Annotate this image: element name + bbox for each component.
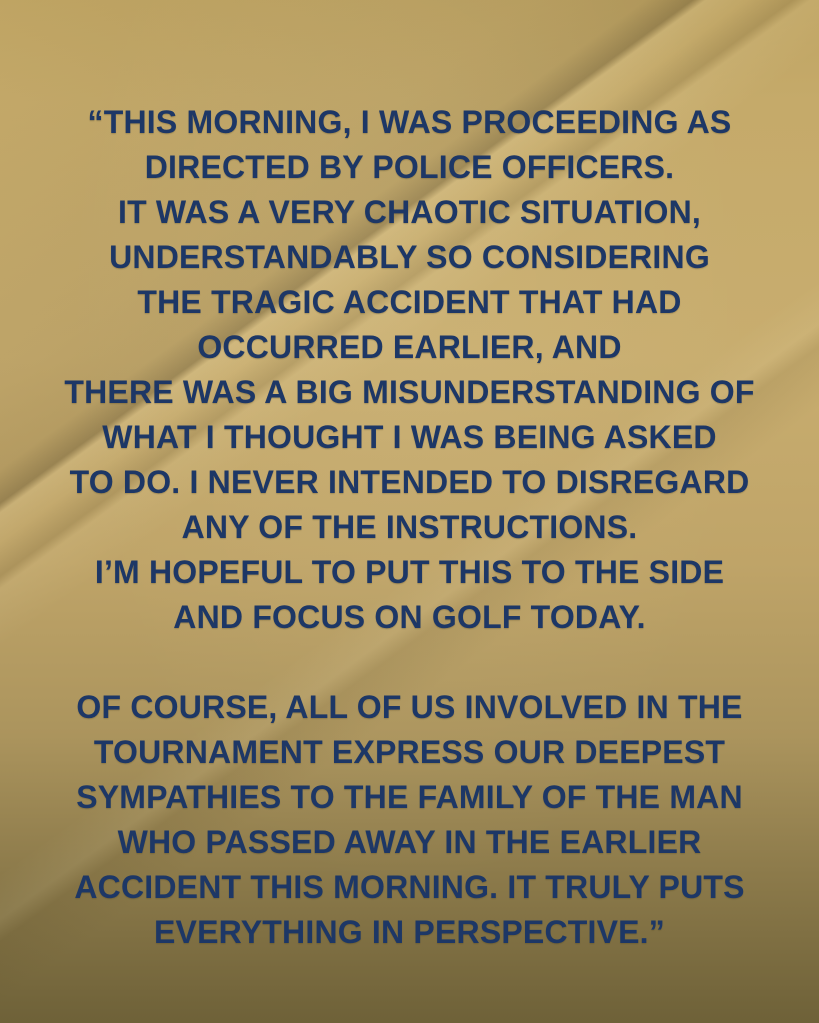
statement-line: THE TRAGIC ACCIDENT THAT HAD [137,284,682,320]
statement-line: IT WAS A VERY CHAOTIC SITUATION, [117,194,701,230]
statement-line: THERE WAS A BIG MISUNDERSTANDING OF [64,374,755,410]
statement-line: “THIS MORNING, I WAS PROCEEDING AS [87,104,732,140]
statement-line: AND FOCUS ON GOLF TODAY. [173,599,646,635]
statement-paragraph-1 [0,100,819,640]
statement-line: WHO PASSED AWAY IN THE EARLIER [117,824,702,860]
statement-line: ACCIDENT THIS MORNING. IT TRULY PUTS [74,869,745,905]
statement-paragraph-2 [0,685,819,955]
statement-line: EVERYTHING IN PERSPECTIVE.” [154,914,665,950]
statement-line: UNDERSTANDABLY SO CONSIDERING [109,239,710,275]
statement-line: TOURNAMENT EXPRESS OUR DEEPEST [93,734,726,770]
statement-line: ANY OF THE INSTRUCTIONS. [181,509,638,545]
statement-line: OCCURRED EARLIER, AND [197,329,622,365]
statement-line: TO DO. I NEVER INTENDED TO DISREGARD [69,464,750,500]
statement-line: DIRECTED BY POLICE OFFICERS. [144,149,675,185]
statement-line: OF COURSE, ALL OF US INVOLVED IN THE [76,689,743,725]
statement-line: I’M HOPEFUL TO PUT THIS TO THE SIDE [94,554,725,590]
statement-line: WHAT I THOUGHT I WAS BEING ASKED [102,419,717,455]
statement-quote [0,100,819,955]
statement-line: SYMPATHIES TO THE FAMILY OF THE MAN [76,779,743,815]
